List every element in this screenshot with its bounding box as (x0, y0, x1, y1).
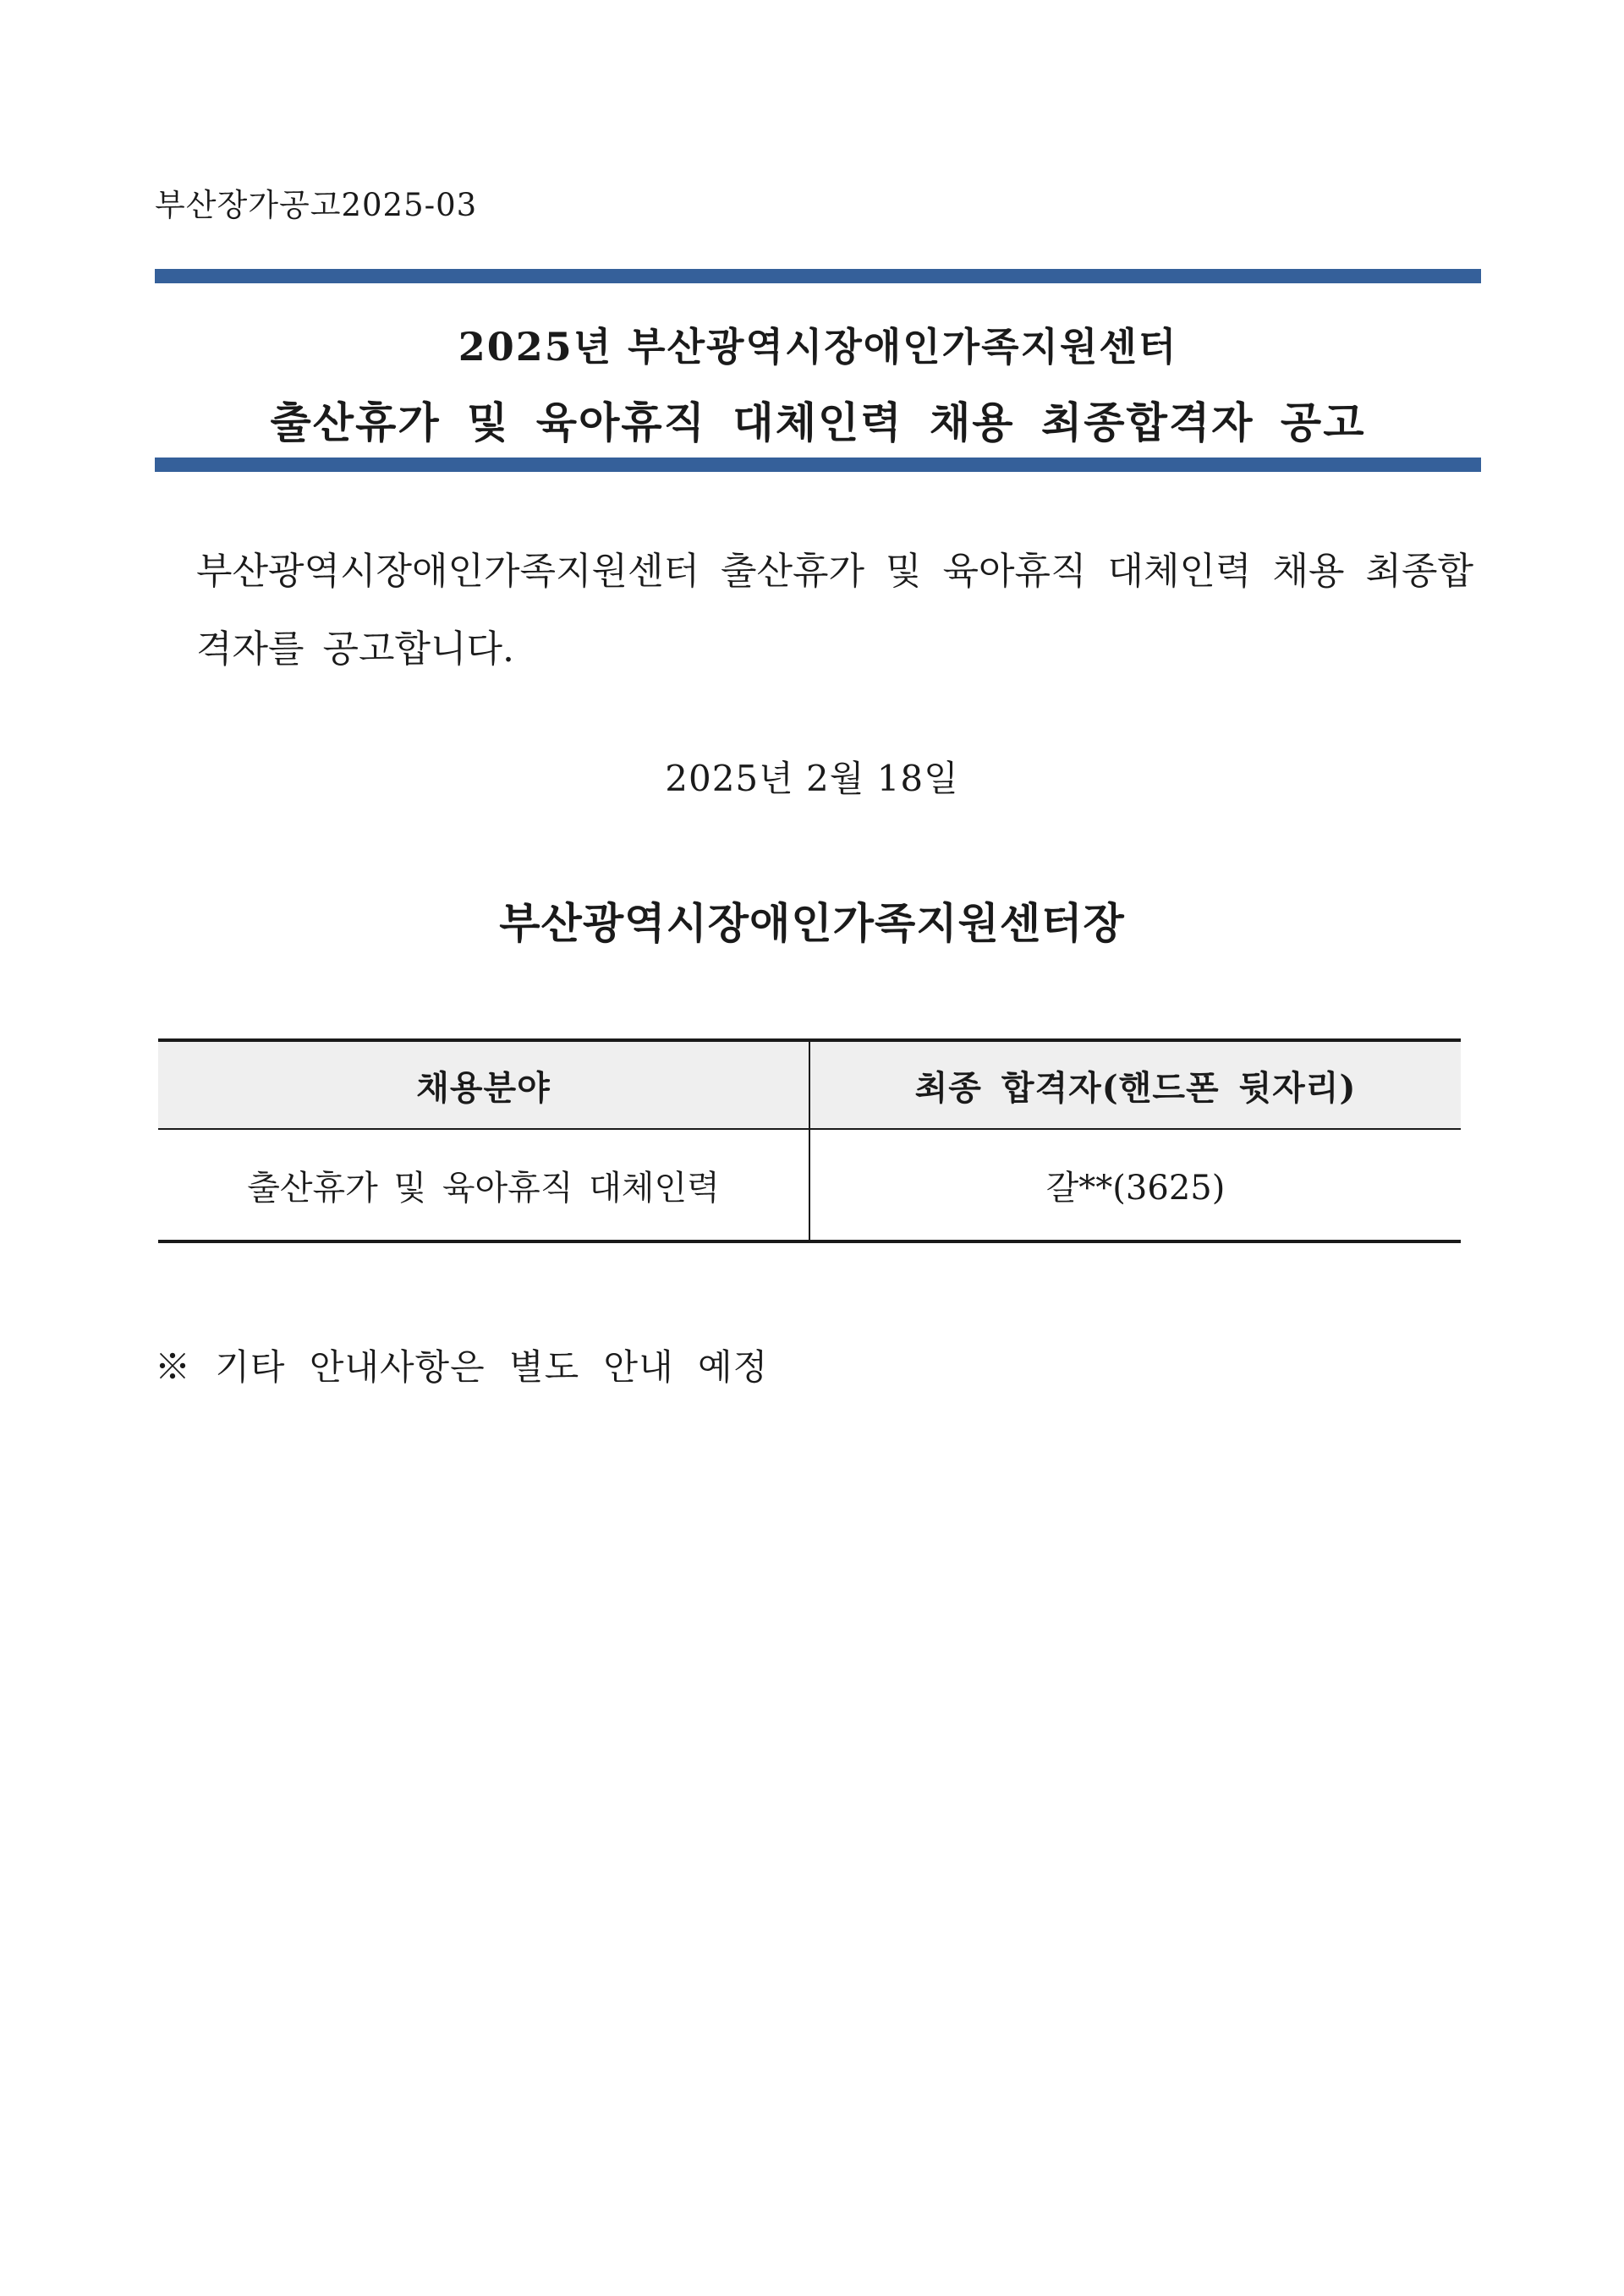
table-row (158, 1129, 1461, 1241)
title-line-2: 출산휴가 및 육아휴직 대체인력 채용 최종합격자 공고 (270, 397, 1366, 447)
header-final-applicant: 최종 합격자(핸드폰 뒷자리) (809, 1040, 1461, 1129)
footnote: ※ 기타 안내사항은 별도 안내 예정 (155, 1346, 769, 1388)
intro-paragraph: 부산광역시장애인가족지원센터 출산휴가 및 육아휴직 대체인력 채용 최종합격자를 공고합니다. (196, 550, 1473, 671)
title-bottom-rule (155, 458, 1481, 472)
document-number: 부산장가공고2025-03 (155, 187, 478, 223)
announcement-date: 2025년 2월 18일 (665, 758, 959, 799)
table-header-row (158, 1040, 1461, 1129)
cell-field: 출산휴가 및 육아휴직 대체인력 (158, 1129, 809, 1241)
header-field: 채용분야 (158, 1040, 809, 1129)
result-table (158, 1038, 1461, 1243)
issuer-name: 부산광역시장애인가족지원센터장 (499, 898, 1125, 948)
title-line-1: 2025년 부산광역시장애인가족지원센터 (458, 324, 1178, 370)
title-top-rule (155, 269, 1481, 283)
cell-final-applicant: 갈**(3625) (1045, 1168, 1226, 1208)
